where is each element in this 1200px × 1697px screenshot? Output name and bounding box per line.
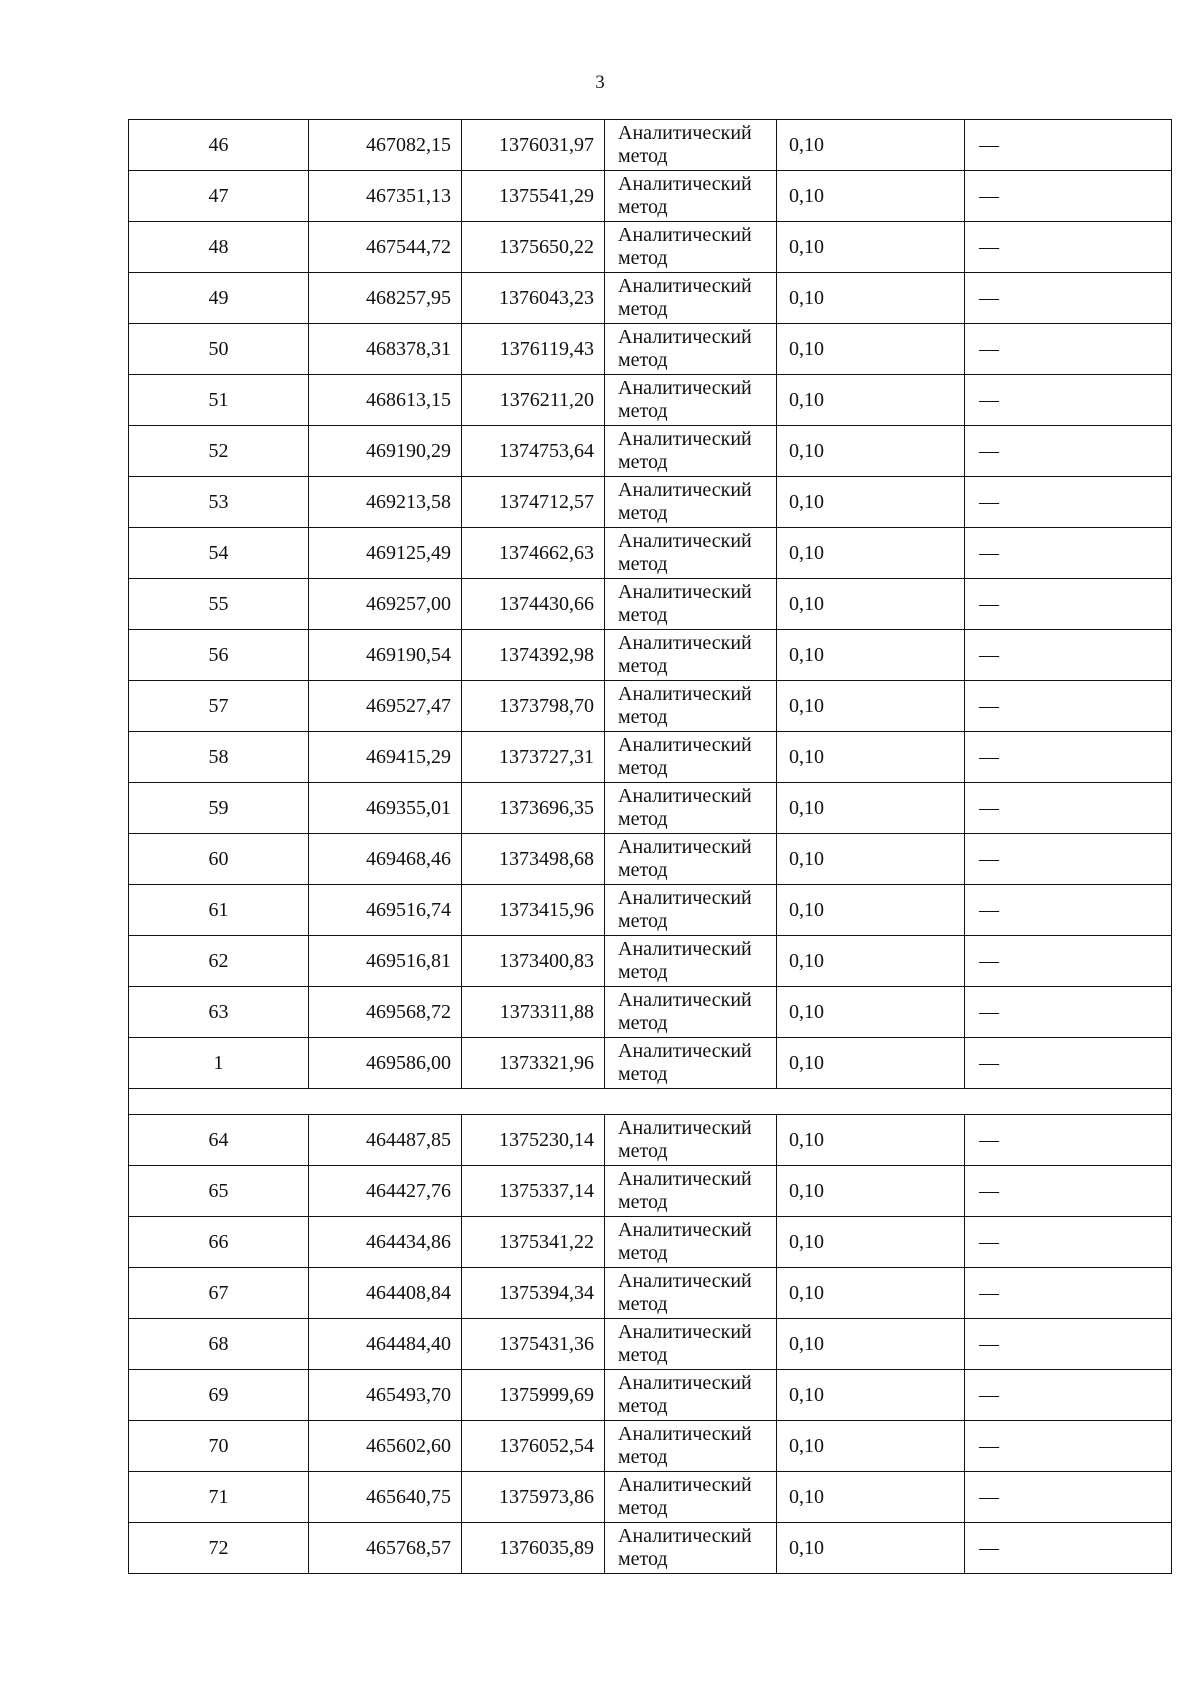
method-cell: [605, 1472, 777, 1523]
point-number-cell: 70: [129, 1421, 309, 1472]
description-cell: —: [965, 273, 1172, 324]
table-row: [129, 375, 1172, 426]
method-line-1: Аналитический: [618, 326, 752, 348]
description-cell: —: [965, 120, 1172, 171]
method-line-2: метод: [618, 247, 668, 269]
point-number-cell: 1: [129, 1038, 309, 1089]
description-cell: —: [965, 1038, 1172, 1089]
method-line-2: метод: [618, 808, 668, 830]
description-cell: —: [965, 528, 1172, 579]
method-line-2: метод: [618, 502, 668, 524]
point-number-cell: 58: [129, 732, 309, 783]
point-number-cell: 48: [129, 222, 309, 273]
coordinate-x-cell: 469190,29: [309, 426, 462, 477]
accuracy-cell: 0,10: [777, 426, 965, 477]
table-row: [129, 528, 1172, 579]
coordinate-x-cell: 467082,15: [309, 120, 462, 171]
coordinate-y-cell: 1373498,68: [462, 834, 605, 885]
point-number-cell: 72: [129, 1523, 309, 1574]
coordinate-y-cell: 1375999,69: [462, 1370, 605, 1421]
accuracy-cell: 0,10: [777, 732, 965, 783]
method-line-2: метод: [618, 196, 668, 218]
point-number-cell: 65: [129, 1166, 309, 1217]
method-cell: [605, 783, 777, 834]
description-cell: —: [965, 936, 1172, 987]
method-line-2: метод: [618, 1242, 668, 1264]
accuracy-cell: 0,10: [777, 1217, 965, 1268]
table-row: [129, 477, 1172, 528]
coordinate-y-cell: 1376119,43: [462, 324, 605, 375]
method-line-1: Аналитический: [618, 1525, 752, 1547]
method-line-2: метод: [618, 451, 668, 473]
table-row: [129, 1370, 1172, 1421]
method-cell: [605, 987, 777, 1038]
accuracy-cell: 0,10: [777, 783, 965, 834]
description-cell: —: [965, 1217, 1172, 1268]
separator-cell: [129, 1089, 1172, 1115]
accuracy-cell: 0,10: [777, 528, 965, 579]
method-line-2: метод: [618, 1293, 668, 1315]
page-number: 3: [595, 72, 605, 93]
coordinate-x-cell: 464484,40: [309, 1319, 462, 1370]
point-number-cell: 49: [129, 273, 309, 324]
method-line-1: Аналитический: [618, 1168, 752, 1190]
coordinate-x-cell: 469190,54: [309, 630, 462, 681]
method-line-1: Аналитический: [618, 1423, 752, 1445]
point-number-cell: 52: [129, 426, 309, 477]
method-line-2: метод: [618, 961, 668, 983]
table-row: [129, 987, 1172, 1038]
description-cell: —: [965, 1268, 1172, 1319]
accuracy-cell: 0,10: [777, 171, 965, 222]
coordinate-y-cell: 1376031,97: [462, 120, 605, 171]
method-line-1: Аналитический: [618, 173, 752, 195]
method-cell: [605, 1523, 777, 1574]
table-row: [129, 1421, 1172, 1472]
table-row: [129, 936, 1172, 987]
point-number-cell: 54: [129, 528, 309, 579]
method-cell: [605, 1115, 777, 1166]
method-line-1: Аналитический: [618, 224, 752, 246]
description-cell: —: [965, 579, 1172, 630]
contour-separator-row: [129, 1089, 1172, 1115]
method-cell: [605, 273, 777, 324]
coordinate-x-cell: 469516,81: [309, 936, 462, 987]
coordinate-y-cell: 1373311,88: [462, 987, 605, 1038]
accuracy-cell: 0,10: [777, 273, 965, 324]
method-cell: [605, 1038, 777, 1089]
point-number-cell: 61: [129, 885, 309, 936]
method-line-2: метод: [618, 757, 668, 779]
method-line-2: метод: [618, 145, 668, 167]
point-number-cell: 51: [129, 375, 309, 426]
coordinate-x-cell: 469527,47: [309, 681, 462, 732]
method-line-2: метод: [618, 859, 668, 881]
coordinate-y-cell: 1374662,63: [462, 528, 605, 579]
method-line-2: метод: [618, 910, 668, 932]
coordinate-x-cell: 469516,74: [309, 885, 462, 936]
method-line-1: Аналитический: [618, 785, 752, 807]
method-cell: [605, 1217, 777, 1268]
point-number-cell: 63: [129, 987, 309, 1038]
method-line-2: метод: [618, 604, 668, 626]
method-line-1: Аналитический: [618, 581, 752, 603]
coordinate-y-cell: 1375650,22: [462, 222, 605, 273]
coordinate-x-cell: 469568,72: [309, 987, 462, 1038]
method-line-1: Аналитический: [618, 122, 752, 144]
method-line-1: Аналитический: [618, 887, 752, 909]
accuracy-cell: 0,10: [777, 1472, 965, 1523]
method-line-2: метод: [618, 706, 668, 728]
point-number-cell: 57: [129, 681, 309, 732]
method-line-1: Аналитический: [618, 530, 752, 552]
method-line-1: Аналитический: [618, 989, 752, 1011]
point-number-cell: 64: [129, 1115, 309, 1166]
coordinate-x-cell: 467544,72: [309, 222, 462, 273]
coordinate-y-cell: 1373415,96: [462, 885, 605, 936]
method-line-2: метод: [618, 1344, 668, 1366]
description-cell: —: [965, 1421, 1172, 1472]
accuracy-cell: 0,10: [777, 1166, 965, 1217]
description-cell: —: [965, 171, 1172, 222]
table-row: [129, 324, 1172, 375]
accuracy-cell: 0,10: [777, 375, 965, 426]
table-row: [129, 1523, 1172, 1574]
accuracy-cell: 0,10: [777, 222, 965, 273]
method-line-1: Аналитический: [618, 1372, 752, 1394]
method-cell: [605, 324, 777, 375]
description-cell: —: [965, 987, 1172, 1038]
coordinate-y-cell: 1374753,64: [462, 426, 605, 477]
coordinate-x-cell: 469415,29: [309, 732, 462, 783]
method-cell: [605, 171, 777, 222]
method-line-1: Аналитический: [618, 1219, 752, 1241]
point-number-cell: 62: [129, 936, 309, 987]
coordinate-y-cell: 1375341,22: [462, 1217, 605, 1268]
method-cell: [605, 222, 777, 273]
accuracy-cell: 0,10: [777, 579, 965, 630]
description-cell: —: [965, 783, 1172, 834]
method-line-2: метод: [618, 1012, 668, 1034]
point-number-cell: 46: [129, 120, 309, 171]
method-line-2: метод: [618, 1548, 668, 1570]
table-row: [129, 120, 1172, 171]
method-cell: [605, 579, 777, 630]
accuracy-cell: 0,10: [777, 1523, 965, 1574]
description-cell: —: [965, 681, 1172, 732]
accuracy-cell: 0,10: [777, 1421, 965, 1472]
accuracy-cell: 0,10: [777, 936, 965, 987]
method-line-2: метод: [618, 298, 668, 320]
description-cell: —: [965, 834, 1172, 885]
description-cell: —: [965, 1115, 1172, 1166]
accuracy-cell: 0,10: [777, 834, 965, 885]
table-row: [129, 1319, 1172, 1370]
point-number-cell: 47: [129, 171, 309, 222]
accuracy-cell: 0,10: [777, 477, 965, 528]
method-cell: [605, 375, 777, 426]
coordinate-y-cell: 1373321,96: [462, 1038, 605, 1089]
table-row: [129, 171, 1172, 222]
method-line-2: метод: [618, 400, 668, 422]
accuracy-cell: 0,10: [777, 681, 965, 732]
coordinate-x-cell: 469468,46: [309, 834, 462, 885]
coordinate-x-cell: 465493,70: [309, 1370, 462, 1421]
coordinate-x-cell: 464408,84: [309, 1268, 462, 1319]
table-row: [129, 1217, 1172, 1268]
method-line-1: Аналитический: [618, 632, 752, 654]
table-row: [129, 1038, 1172, 1089]
point-number-cell: 55: [129, 579, 309, 630]
coordinate-x-cell: 468378,31: [309, 324, 462, 375]
method-line-1: Аналитический: [618, 938, 752, 960]
coordinate-y-cell: 1374712,57: [462, 477, 605, 528]
accuracy-cell: 0,10: [777, 120, 965, 171]
coordinate-y-cell: 1376211,20: [462, 375, 605, 426]
description-cell: —: [965, 885, 1172, 936]
coordinate-y-cell: 1373696,35: [462, 783, 605, 834]
description-cell: —: [965, 630, 1172, 681]
method-line-2: метод: [618, 349, 668, 371]
table-row: [129, 222, 1172, 273]
coordinate-y-cell: 1375230,14: [462, 1115, 605, 1166]
coordinate-x-cell: 468257,95: [309, 273, 462, 324]
coordinate-y-cell: 1375541,29: [462, 171, 605, 222]
method-line-1: Аналитический: [618, 275, 752, 297]
description-cell: —: [965, 324, 1172, 375]
method-line-1: Аналитический: [618, 734, 752, 756]
method-line-2: метод: [618, 553, 668, 575]
point-number-cell: 50: [129, 324, 309, 375]
method-cell: [605, 1319, 777, 1370]
method-cell: [605, 732, 777, 783]
coordinate-y-cell: 1373400,83: [462, 936, 605, 987]
method-line-1: Аналитический: [618, 479, 752, 501]
method-line-2: метод: [618, 1395, 668, 1417]
method-line-1: Аналитический: [618, 836, 752, 858]
method-cell: [605, 120, 777, 171]
point-number-cell: 69: [129, 1370, 309, 1421]
method-line-2: метод: [618, 1191, 668, 1213]
point-number-cell: 68: [129, 1319, 309, 1370]
accuracy-cell: 0,10: [777, 1370, 965, 1421]
table-row: [129, 273, 1172, 324]
coordinates-table-body: [129, 120, 1172, 1574]
point-number-cell: 56: [129, 630, 309, 681]
description-cell: —: [965, 1472, 1172, 1523]
method-line-2: метод: [618, 1140, 668, 1162]
coordinate-y-cell: 1375394,34: [462, 1268, 605, 1319]
method-line-1: Аналитический: [618, 1040, 752, 1062]
coordinate-x-cell: 464427,76: [309, 1166, 462, 1217]
coordinate-x-cell: 464487,85: [309, 1115, 462, 1166]
description-cell: —: [965, 732, 1172, 783]
point-number-cell: 53: [129, 477, 309, 528]
accuracy-cell: 0,10: [777, 324, 965, 375]
table-row: [129, 630, 1172, 681]
coordinate-x-cell: 469355,01: [309, 783, 462, 834]
accuracy-cell: 0,10: [777, 885, 965, 936]
table-row: [129, 681, 1172, 732]
table-row: [129, 885, 1172, 936]
accuracy-cell: 0,10: [777, 1115, 965, 1166]
method-line-1: Аналитический: [618, 1117, 752, 1139]
coordinate-x-cell: 467351,13: [309, 171, 462, 222]
table-row: [129, 1268, 1172, 1319]
coordinate-y-cell: 1376035,89: [462, 1523, 605, 1574]
method-line-2: метод: [618, 1446, 668, 1468]
method-line-1: Аналитический: [618, 1474, 752, 1496]
table-row: [129, 579, 1172, 630]
method-line-1: Аналитический: [618, 1270, 752, 1292]
description-cell: —: [965, 1319, 1172, 1370]
table-row: [129, 426, 1172, 477]
description-cell: —: [965, 477, 1172, 528]
method-cell: [605, 528, 777, 579]
point-number-cell: 67: [129, 1268, 309, 1319]
method-cell: [605, 426, 777, 477]
table-row: [129, 1472, 1172, 1523]
coordinate-x-cell: 469257,00: [309, 579, 462, 630]
coordinate-x-cell: 468613,15: [309, 375, 462, 426]
method-line-1: Аналитический: [618, 683, 752, 705]
point-number-cell: 59: [129, 783, 309, 834]
coordinate-x-cell: 469125,49: [309, 528, 462, 579]
accuracy-cell: 0,10: [777, 1319, 965, 1370]
method-cell: [605, 681, 777, 732]
coordinate-x-cell: 464434,86: [309, 1217, 462, 1268]
coordinate-x-cell: 469586,00: [309, 1038, 462, 1089]
coordinate-y-cell: 1375973,86: [462, 1472, 605, 1523]
point-number-cell: 60: [129, 834, 309, 885]
method-cell: [605, 1166, 777, 1217]
description-cell: —: [965, 222, 1172, 273]
method-cell: [605, 834, 777, 885]
table-row: [129, 1115, 1172, 1166]
accuracy-cell: 0,10: [777, 1038, 965, 1089]
table-row: [129, 834, 1172, 885]
method-line-1: Аналитический: [618, 377, 752, 399]
method-cell: [605, 1268, 777, 1319]
coordinate-x-cell: 465768,57: [309, 1523, 462, 1574]
method-cell: [605, 477, 777, 528]
method-cell: [605, 885, 777, 936]
coordinate-y-cell: 1375431,36: [462, 1319, 605, 1370]
table-row: [129, 732, 1172, 783]
description-cell: —: [965, 1370, 1172, 1421]
accuracy-cell: 0,10: [777, 1268, 965, 1319]
coordinate-y-cell: 1375337,14: [462, 1166, 605, 1217]
coordinate-x-cell: 469213,58: [309, 477, 462, 528]
coordinate-y-cell: 1374392,98: [462, 630, 605, 681]
description-cell: —: [965, 426, 1172, 477]
description-cell: —: [965, 1166, 1172, 1217]
method-line-2: метод: [618, 1497, 668, 1519]
coordinate-y-cell: 1376052,54: [462, 1421, 605, 1472]
method-cell: [605, 936, 777, 987]
accuracy-cell: 0,10: [777, 987, 965, 1038]
method-line-1: Аналитический: [618, 1321, 752, 1343]
description-cell: —: [965, 1523, 1172, 1574]
coordinates-table: [128, 119, 1172, 1574]
method-cell: [605, 630, 777, 681]
point-number-cell: 71: [129, 1472, 309, 1523]
coordinate-x-cell: 465602,60: [309, 1421, 462, 1472]
coordinate-y-cell: 1376043,23: [462, 273, 605, 324]
coordinate-y-cell: 1374430,66: [462, 579, 605, 630]
coordinate-x-cell: 465640,75: [309, 1472, 462, 1523]
coordinate-y-cell: 1373798,70: [462, 681, 605, 732]
description-cell: —: [965, 375, 1172, 426]
coordinate-y-cell: 1373727,31: [462, 732, 605, 783]
method-line-2: метод: [618, 1063, 668, 1085]
table-row: [129, 1166, 1172, 1217]
table-row: [129, 783, 1172, 834]
method-cell: [605, 1421, 777, 1472]
method-cell: [605, 1370, 777, 1421]
method-line-1: Аналитический: [618, 428, 752, 450]
method-line-2: метод: [618, 655, 668, 677]
point-number-cell: 66: [129, 1217, 309, 1268]
accuracy-cell: 0,10: [777, 630, 965, 681]
